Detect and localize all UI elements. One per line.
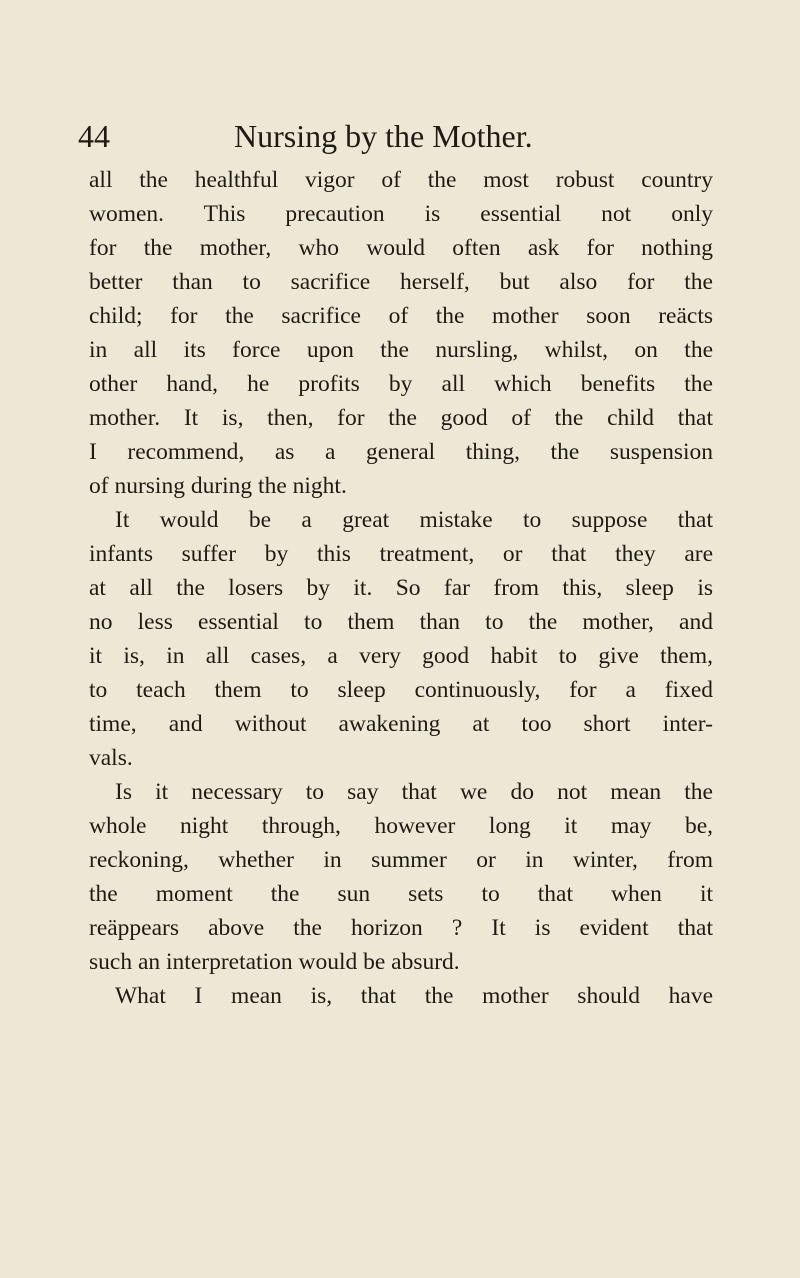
text-line: to teach them to sleep continuously, for a fixed: [89, 677, 713, 703]
body-text: [89, 163, 713, 1013]
text-line: the moment the sun sets to that when it: [89, 881, 713, 907]
text-line: mother. It is, then, for the good of the child that: [89, 405, 713, 431]
text-line: at all the losers by it. So far from this, sleep is: [89, 575, 713, 601]
text-line: of nursing during the night.: [89, 473, 347, 499]
running-header: [78, 116, 718, 160]
text-line: time, and without awakening at too short inter-: [89, 711, 713, 737]
text-line: women. This precaution is essential not only: [89, 201, 713, 227]
text-line: it is, in all cases, a very good habit to give them,: [89, 643, 713, 669]
text-line: better than to sacrifice herself, but also for the: [89, 269, 713, 295]
text-line: other hand, he profits by all which benefits the: [89, 371, 713, 397]
page-number: 44: [78, 118, 110, 154]
text-line: Is it necessary to say that we do not mean the: [115, 779, 713, 805]
text-line: child; for the sacrifice of the mother soon reäcts: [89, 303, 713, 329]
text-line: vals.: [89, 745, 133, 771]
text-line: all the healthful vigor of the most robust country: [89, 167, 713, 193]
text-line: What I mean is, that the mother should have: [115, 983, 713, 1009]
text-line: reckoning, whether in summer or in winter, from: [89, 847, 713, 873]
text-line: reäppears above the horizon ? It is evident that: [89, 915, 713, 941]
text-line: It would be a great mistake to suppose that: [115, 507, 713, 533]
running-title: Nursing by the Mother.: [234, 118, 533, 154]
text-line: I recommend, as a general thing, the suspension: [89, 439, 713, 465]
text-line: such an interpretation would be absurd.: [89, 949, 460, 975]
text-line: no less essential to them than to the mother, and: [89, 609, 713, 635]
text-line: whole night through, however long it may be,: [89, 813, 713, 839]
text-line: for the mother, who would often ask for nothing: [89, 235, 713, 261]
text-line: infants suffer by this treatment, or that they are: [89, 541, 713, 567]
text-line: in all its force upon the nursling, whilst, on the: [89, 337, 713, 363]
